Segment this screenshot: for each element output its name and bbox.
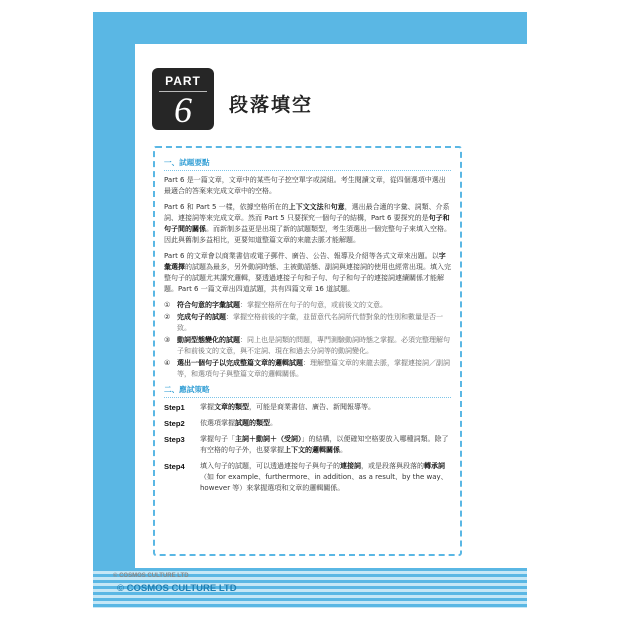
list-item-title: 動詞型態變化的試題	[177, 336, 240, 344]
section-heading-text: 一、試題要點	[164, 158, 210, 167]
section-heading	[164, 384, 451, 398]
text-run: 掌握句子「	[200, 435, 235, 443]
heading-rule	[164, 170, 451, 171]
highlighted-text: 文章的類型	[214, 403, 249, 411]
paragraph-2	[164, 202, 451, 246]
step-text	[200, 402, 451, 413]
highlighted-text: 連接詞	[340, 462, 361, 470]
text-run: 。而新制多益更是出現了新的試題類型，考生須選出一個完整句子來填入空格。因此與舊制多益相比，更要知道整篇文章的來龍去脈才能解題。	[164, 225, 451, 244]
heading-rule	[164, 397, 451, 398]
text-run: 和	[323, 203, 331, 211]
list-item	[164, 312, 451, 334]
list-item-desc: ：掌握空格所在句子的句意，或前後文的文意。	[240, 301, 387, 309]
step-label: Step4	[164, 462, 185, 471]
paragraph-3	[164, 251, 451, 295]
highlighted-text: 上下文的邏輯關係	[284, 446, 340, 454]
text-run: 填入句子的試題，可以透過連接句子與句子的	[200, 462, 340, 470]
step-row	[164, 461, 451, 494]
step-row	[164, 402, 451, 413]
text-run: ，或是段落與段落的	[361, 462, 424, 470]
part-number: 6	[174, 90, 192, 130]
step-text	[200, 461, 451, 494]
question-type-list	[164, 300, 451, 380]
text-run: 的試題為最多，另外動詞時態、主被動語態、副詞與連接詞的使用也經常出現。填入完整句子的試題尤其講究邏輯，要透過連接子句和子句、句子和句子的連接詞連續關係才能解題。Part 6 一篇文章出四道試題，共有四篇文章 16 道試題。	[164, 263, 451, 293]
highlighted-text: 主詞＋動詞＋（受詞）	[235, 435, 302, 443]
highlighted-text: 句子和句子間的關係	[164, 214, 450, 233]
list-number: ①	[164, 301, 171, 309]
text-run: 掌握	[200, 403, 214, 411]
step-text	[200, 434, 451, 456]
publisher-watermark: © COSMOS CULTURE LTD	[113, 573, 189, 579]
text-run: Part 6 和 Part 5 一樣，依據空格所在的	[164, 203, 289, 211]
section-heading-text: 二、應試策略	[164, 385, 210, 394]
list-number: ③	[164, 336, 171, 344]
highlighted-text: 上下文文法	[288, 203, 324, 211]
content-box	[153, 146, 462, 556]
highlighted-text: 句意	[330, 203, 345, 211]
step-label: Step2	[164, 419, 185, 428]
text-run: ，選出最合適的字彙、詞類、介系詞、連接詞等來完成文章。然而 Part 5 只要探究一個句子的結構，Part 6 要探究的是	[164, 203, 450, 222]
step-label: Step1	[164, 403, 185, 412]
list-item-title: 選出一個句子以完成整篇文章的邏輯試題	[177, 359, 303, 367]
list-item-desc: ：掌握空格前後的字彙，並留意代名詞所代替對象的性別和數量是否一致。	[177, 313, 443, 332]
strategy-steps	[164, 402, 451, 494]
highlighted-text: 轉承詞	[424, 462, 445, 470]
highlighted-text: 字彙選擇	[164, 252, 446, 271]
list-item	[164, 300, 451, 311]
text-run: （如 for example、furthermore、in addition、as a result、by the way、however 等）來掌握選項和文章的邏輯關係。	[200, 473, 448, 492]
list-item-title: 符合句意的字彙試題	[177, 301, 240, 309]
text-run: Part 6 的文章會以商業書信或電子郵件、廣告、公告、報導及介紹等各式文章來出題。以	[164, 252, 439, 260]
page-title: 段落填空	[229, 94, 314, 116]
text-run: ，可能是商業書信、廣告、新聞報導等。	[249, 403, 375, 411]
list-item-desc: ：同上也是詞類的問題，專門測驗動詞時態之掌握。必須完整理解句子和前後文的文意，與不定詞、現在和過去分詞等的動詞變化。	[177, 336, 450, 355]
list-number: ②	[164, 313, 171, 321]
section-heading	[164, 157, 451, 171]
list-item-desc: ：理解整篇文章的來龍去脈，掌握連接詞／副詞等，和選項句子與整篇文章的邏輯關係。	[177, 359, 450, 378]
list-item-title: 完成句子的試題	[177, 313, 226, 321]
highlighted-text: 試題的類型	[235, 419, 270, 427]
text-run: 。	[340, 446, 347, 454]
paragraph-1: Part 6 是一篇文章，文章中的某些句子挖空單字或詞組。考生閱讀文章，從四個選項中選出最適合的答案來完成文章中的空格。	[164, 176, 446, 195]
step-row	[164, 434, 451, 456]
step-row	[164, 418, 451, 429]
text-run: 」的結構，以便確知空格要放入哪種詞類。除了有空格的句子外，也要掌握	[200, 435, 449, 454]
text-run: 依選項掌握	[200, 419, 235, 427]
list-number: ④	[164, 359, 171, 367]
step-label: Step3	[164, 435, 185, 444]
list-item	[164, 335, 451, 357]
text-run: 。	[270, 419, 277, 427]
list-item	[164, 358, 451, 380]
step-text	[200, 418, 451, 429]
publisher-logo: © COSMOS CULTURE LTD	[117, 583, 237, 594]
part-label: PART	[165, 74, 201, 88]
part-badge	[152, 68, 214, 130]
